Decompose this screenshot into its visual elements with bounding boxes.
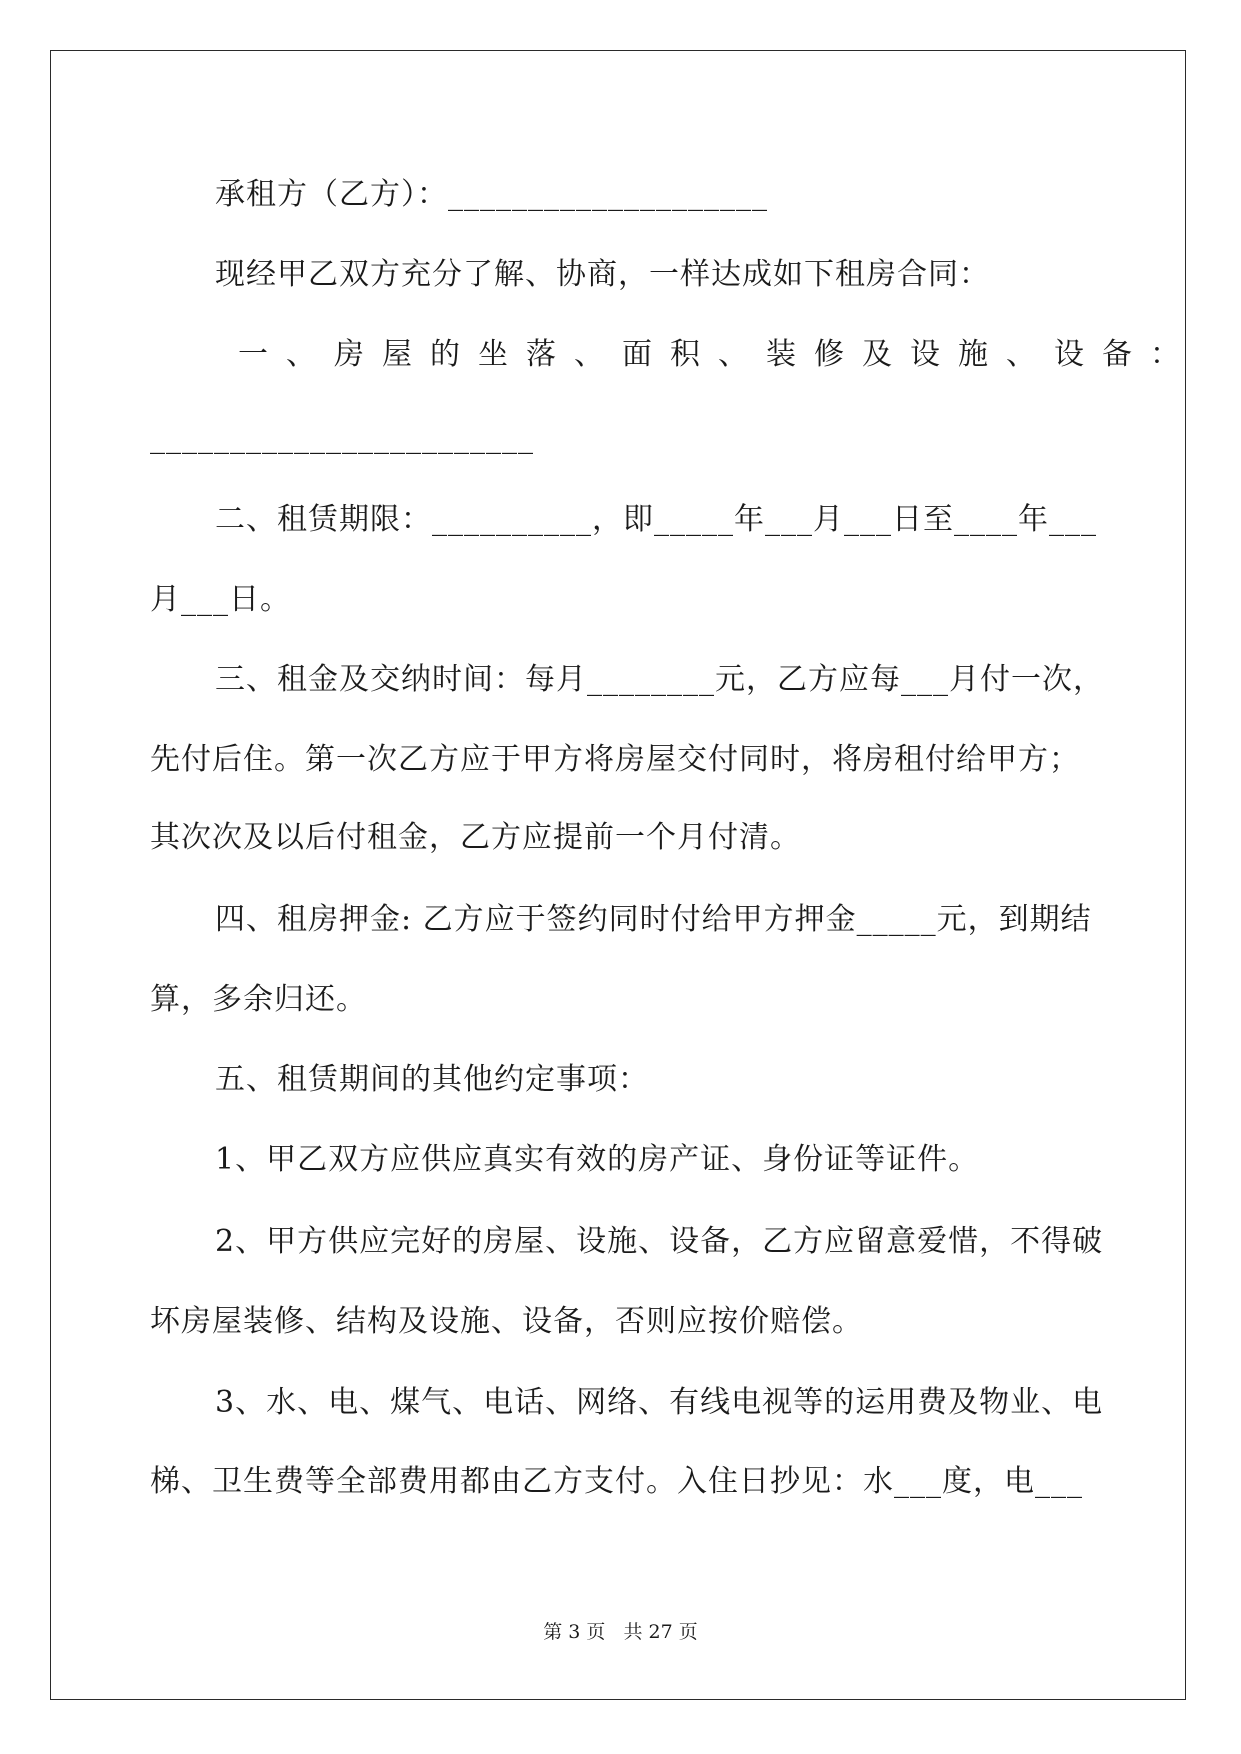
text-line: 算，多余归还。	[150, 982, 367, 1017]
text-line: 坏房屋装修、结构及设施、设备，否则应按价赔偿。	[150, 1304, 863, 1339]
section-heading: 一、房屋的坐落、面积、装修及设施、设备：	[238, 337, 1198, 372]
text-line: 五、租赁期间的其他约定事项：	[215, 1062, 649, 1097]
page-number-footer: 第 3 页 共 27 页	[543, 1621, 698, 1643]
text-line: 先付后住。第一次乙方应于甲方将房屋交付同时，将房租付给甲方；	[150, 742, 1080, 777]
page-frame	[50, 50, 1186, 1700]
text-line: 3、水、电、煤气、电话、网络、有线电视等的运用费及物业、电	[215, 1385, 1104, 1420]
text-line: 四、租房押金: 乙方应于签约同时付给甲方押金_____元，到期结	[215, 902, 1092, 937]
text-line: 承租方（乙方）：____________________	[215, 177, 768, 212]
text-line: 现经甲乙双方充分了解、协商，一样达成如下租房合同：	[215, 257, 990, 292]
blank-line: ________________________	[150, 420, 534, 455]
text-line: 1、甲乙双方应供应真实有效的房产证、身份证等证件。	[215, 1142, 980, 1177]
text-line: 其次次及以后付租金，乙方应提前一个月付清。	[150, 820, 801, 855]
text-line: 梯、卫生费等全部费用都由乙方支付。入住日抄见：水___度，电___	[150, 1464, 1083, 1499]
text-line: 2、甲方供应完好的房屋、设施、设备，乙方应留意爱惜，不得破	[215, 1224, 1104, 1259]
text-line: 月___日。	[150, 582, 291, 617]
text-line: 二、租赁期限：__________，即_____年___月___日至____年___	[215, 502, 1097, 537]
text-line: 三、租金及交纳时间：每月________元，乙方应每___月付一次，	[215, 662, 1104, 697]
